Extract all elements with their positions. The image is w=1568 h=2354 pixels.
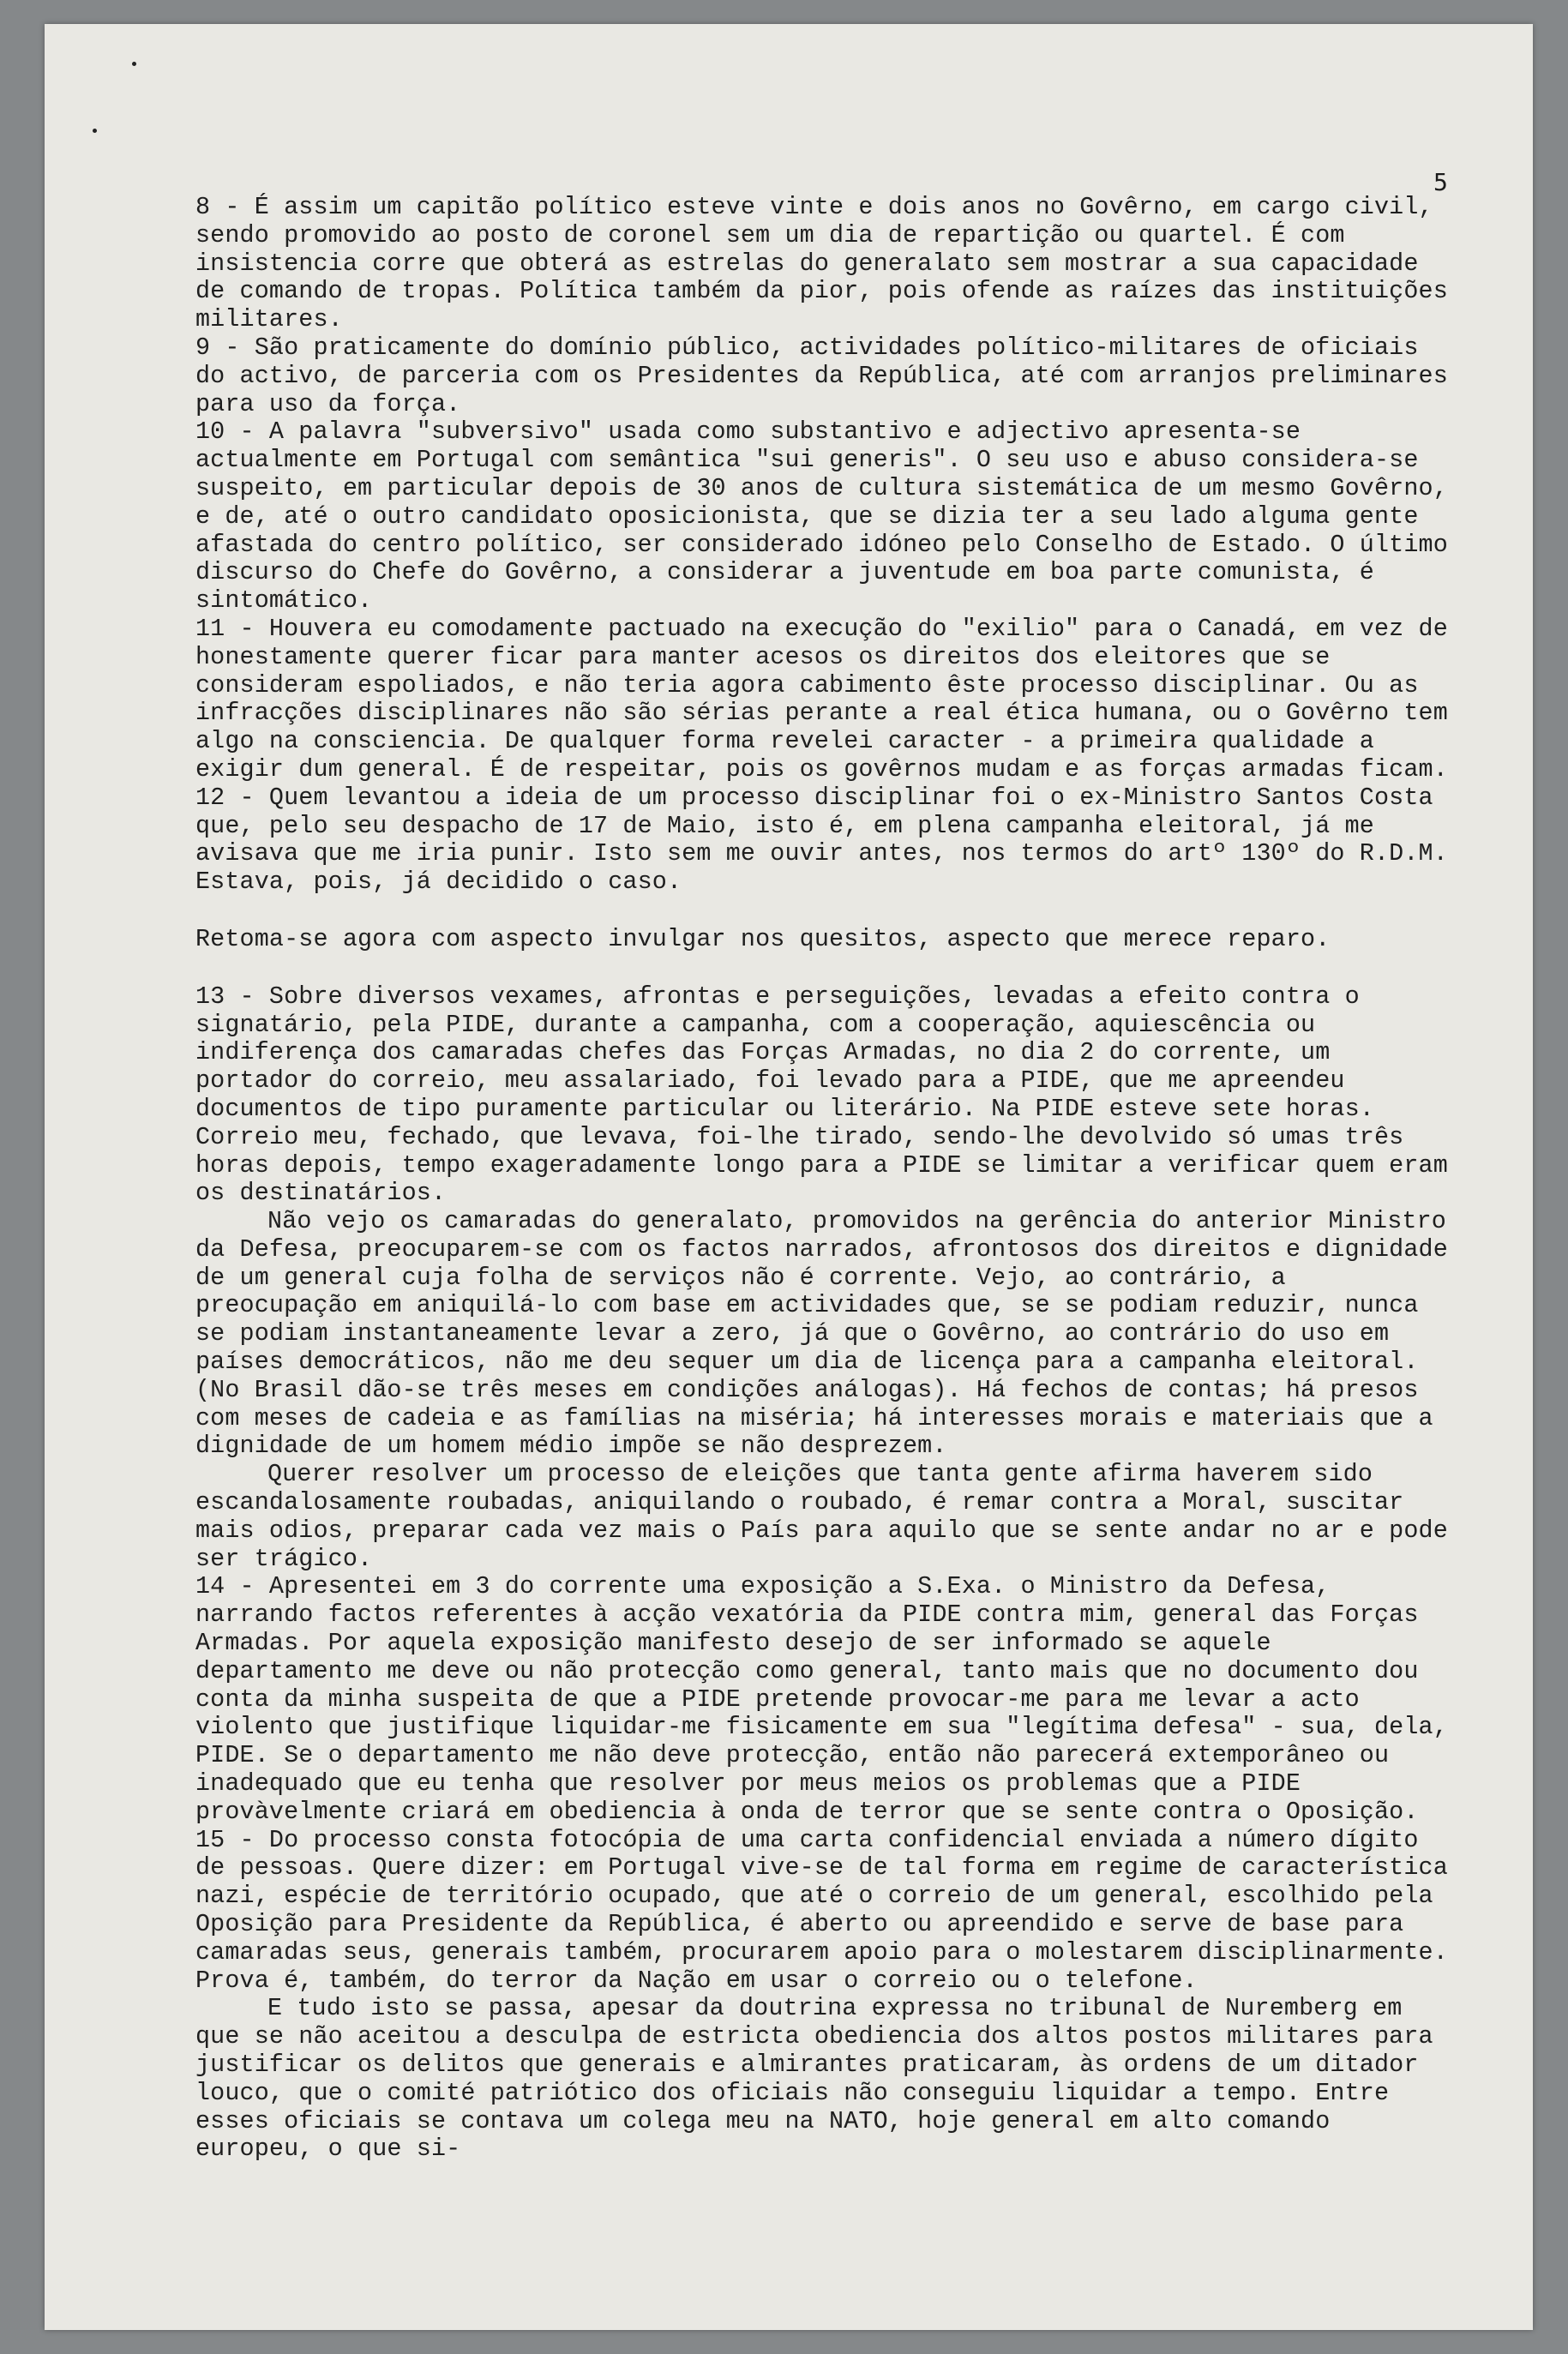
ink-speck [132, 62, 136, 66]
paragraph-8: 8 - É assim um capitão político esteve vinte e dois anos no Govêrno, em cargo civil, sendo promovido ao posto de coronel sem um dia de repartição ou quartel. É com insistencia corre que obterá as estrelas do generalato sem mostrar a sua capacidade de comando de tropas. Política também da pior, pois ofende as raízes das instituições militares. [195, 193, 1448, 334]
paragraph-13-continued: Não vejo os camaradas do generalato, promovidos na gerência do anterior Ministro da Defesa, preocuparem-se com os factos narrados, afrontosos dos direitos e dignidade de um general cuja folha de serviços não é corrente. Vejo, ao contrário, a preocupação em aniquilá-lo com base em actividades que, se se podiam reduzir, nunca se podiam instantaneamente levar a zero, já que o Govêrno, ao contrário do uso em países democráticos, não me deu sequer um dia de licença para a campanha eleitoral. (No Brasil dão-se três meses em condições análogas). Há fechos de contas; há presos com meses de cadeia e as famílias na miséria; há interesses morais e materiais que a dignidade de um homem médio impõe se não desprezem. [195, 1207, 1448, 1461]
paragraph-10: 10 - A palavra "subversivo" usada como substantivo e adjectivo apresenta-se actualmente em Portugal com semântica "sui generis". O seu uso e abuso considera-se suspeito, em particular depois de 30 anos de cultura sistemática de um mesmo Govêrno, e de, até o outro candidato oposicionista, que se dizia ter a seu lado alguma gente afastada do centro político, ser considerado idóneo pelo Conselho de Estado. O último discurso do Chefe do Govêrno, a considerar a juventude em boa parte comunista, é sintomático. [195, 417, 1448, 616]
page-number: 5 [1433, 168, 1448, 196]
paragraph-12: 12 - Quem levantou a ideia de um processo disciplinar foi o ex-Ministro Santos Costa que, pelo seu despacho de 17 de Maio, isto é, em plena campanha eleitoral, já me avisava que me iria punir. Isto sem me ouvir antes, nos termos do artº 130º do R.D.M. Estava, pois, já decidido o caso. [195, 783, 1448, 897]
paragraph-retoma: Retoma-se agora com aspecto invulgar nos quesitos, aspecto que merece reparo. [195, 924, 1331, 953]
paragraph-9: 9 - São praticamente do domínio público, actividades político-militares de oficiais do activo, de parceria com os Presidentes da República, até com arranjos preliminares para uso da força. [195, 333, 1448, 418]
paragraph-11: 11 - Houvera eu comodamente pactuado na execução do "exilio" para o Canadá, em vez de honestamente querer ficar para manter acesos os direitos dos eleitores que se consideram espoliados, e não teria agora cabimento êste processo disciplinar. Ou as infracções disciplinares não são sérias perante a real ética humana, ou o Govêrno tem algo na consciencia. De qualquer forma revelei caracter - a primeira qualidade a exigir dum general. É de respeitar, pois os govêrnos mudam e as forças armadas ficam. [195, 614, 1448, 784]
ink-speck [93, 129, 97, 133]
paragraph-15-continued: E tudo isto se passa, apesar da doutrina expressa no tribunal de Nuremberg em que se não aceitou a desculpa de estricta obediencia dos altos postos militares para justificar os delitos que generais e almirantes praticaram, às ordens de um ditador louco, que o comité patriótico dos oficiais não conseguiu liquidar a tempo. Entre esses oficiais se contava um colega meu na NATO, hoje general em alto comando europeu, o que si- [195, 1994, 1433, 2164]
paragraph-13-eleicoes: Querer resolver um processo de eleições que tanta gente afirma haverem sido escandalosamente roubadas, aniquilando o roubado, é remar contra a Moral, suscitar mais odios, preparar cada vez mais o País para aquilo que se sente andar no ar e pode ser trágico. [195, 1460, 1448, 1573]
paragraph-14: 14 - Apresentei em 3 do corrente uma exposição a S.Exa. o Ministro da Defesa, narrando factos referentes à acção vexatória da PIDE contra mim, general das Forças Armadas. Por aquela exposição manifesto desejo de ser informado se aquele departamento me deve ou não protecção como general, tanto mais que no documento dou conta da minha suspeita de que a PIDE pretende provocar-me para me levar a acto violento que justifique liquidar-me fisicamente em sua "legítima defesa" - sua, dela, PIDE. Se o departamento me não deve protecção, então não parecerá extemporâneo ou inadequado que eu tenha que resolver por meus meios os problemas que a PIDE provàvelmente criará em obediencia à onda de terror que se sente contra o Oposição. [195, 1572, 1448, 1826]
paragraph-13: 13 - Sobre diversos vexames, afrontas e perseguições, levadas a efeito contra o signatário, pela PIDE, durante a campanha, com a cooperação, aquiescência ou indiferença dos camaradas chefes das Forças Armadas, no dia 2 do corrente, um portador do correio, meu assalariado, foi levado para a PIDE, que me apreendeu documentos de tipo puramente particular ou literário. Na PIDE esteve sete horas. Correio meu, fechado, que levava, foi-lhe tirado, sendo-lhe devolvido só umas três horas depois, tempo exageradamente longo para a PIDE se limitar a verificar quem eram os destinatários. [195, 982, 1448, 1208]
paragraph-15: 15 - Do processo consta fotocópia de uma carta confidencial enviada a número dígito de pessoas. Quere dizer: em Portugal vive-se de tal forma em regime de característica nazi, espécie de território ocupado, que até o correio de um general, escolhido pela Oposição para Presidente da República, é aberto ou apreendido e serve de base para camaradas seus, generais também, procurarem apoio para o molestarem disciplinarmente. Prova é, também, do terror da Nação em usar o correio ou o telefone. [195, 1825, 1448, 1995]
document-body [195, 194, 1456, 2164]
